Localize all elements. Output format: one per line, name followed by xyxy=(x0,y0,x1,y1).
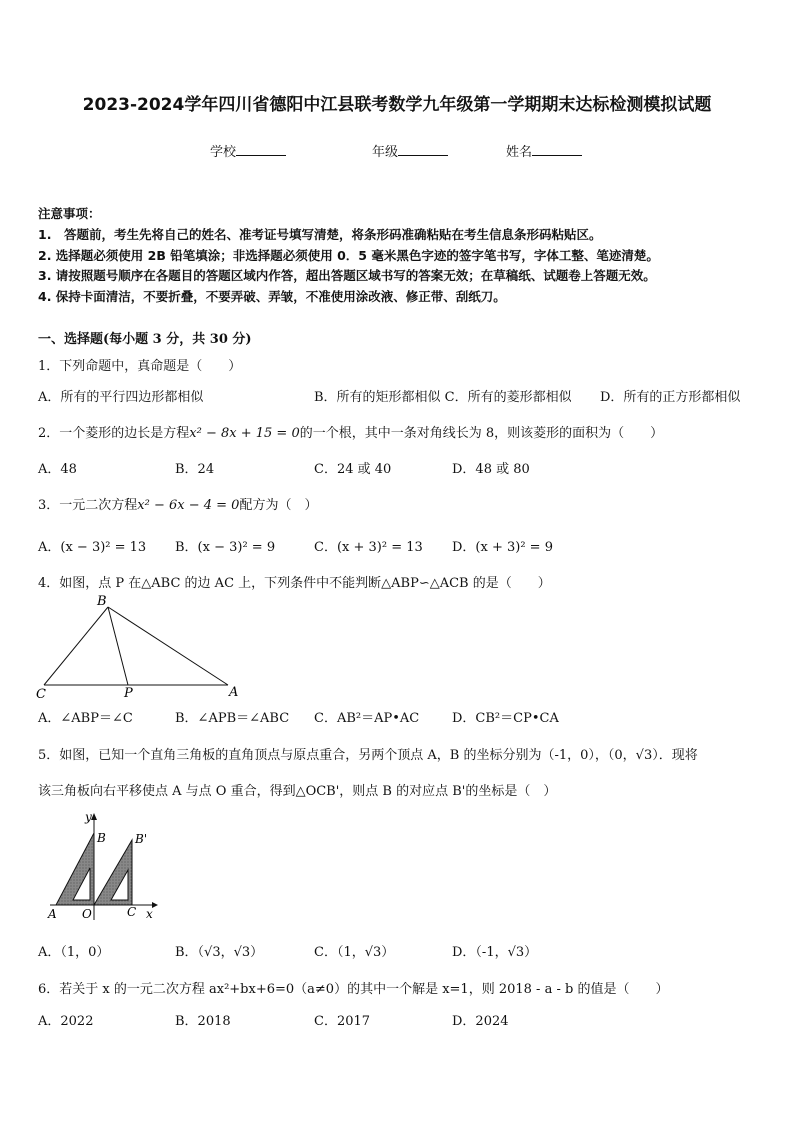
option-a[interactable]: A．(x − 3)² = 13 xyxy=(38,540,147,555)
label-o: O xyxy=(82,907,92,921)
label-x: x xyxy=(146,907,153,921)
side-cb xyxy=(44,607,108,685)
notice-heading: 注意事项： xyxy=(38,206,101,221)
triangle-aob xyxy=(56,833,94,905)
option-b[interactable]: B．(x − 3)² = 9 xyxy=(175,540,276,555)
question-stem-line: 该三角板向右平移使点 A 与点 O 重合，得到△OCB'，则点 B 的对应点 B'的坐标是（ ） xyxy=(38,784,557,799)
notice-item: 1. 答题前，考生先将自己的姓名、准考证号填写清楚，将条形码准确粘贴在考生信息条形码粘贴区。 xyxy=(38,227,602,242)
option-d[interactable]: D．（-1，√3） xyxy=(452,945,538,960)
question-stem xyxy=(38,422,663,441)
question-stem: 4．如图，点 P 在△ABC 的边 AC 上，下列条件中不能判断△ABP∽△ACB 的是（ ） xyxy=(38,576,551,591)
page-title: 2023-2024学年四川省德阳中江县联考数学九年级第一学期期末达标检测模拟试题 xyxy=(82,95,712,115)
option-a[interactable]: A．48 xyxy=(38,462,77,477)
label-c: C xyxy=(127,905,137,919)
label-y: y xyxy=(85,810,92,824)
side-ba xyxy=(108,607,228,685)
equation: x² − 6x − 4 = 0 xyxy=(137,498,240,513)
option-a[interactable]: A．所有的平行四边形都相似 xyxy=(38,390,204,405)
option-b[interactable]: B．2018 xyxy=(175,1014,231,1029)
option-b[interactable]: B．（√3，√3） xyxy=(175,945,264,960)
grade-field[interactable] xyxy=(372,141,448,160)
stem-text: 配方为（ ） xyxy=(239,498,318,513)
option-b[interactable]: B．24 xyxy=(175,462,215,477)
notice-item: 3. 请按照题号顺序在各题目的答题区域内作答，超出答题区域书写的答案无效；在草稿纸、试题卷上答题无效。 xyxy=(38,268,656,283)
school-field[interactable] xyxy=(210,141,286,160)
grade-label: 年级 xyxy=(372,145,399,160)
question-stem-line: 5．如图，已知一个直角三角板的直角顶点与原点重合，另两个顶点 A，B 的坐标分别为（-1，0），（0，√3）．现将 xyxy=(38,748,698,763)
question-stem: 6．若关于 x 的一元二次方程 ax²+bx+6=0（a≠0）的其中一个解是 x=1，则 2018 - a - b 的值是（ ） xyxy=(38,982,669,997)
option-c[interactable]: C．(x + 3)² = 13 xyxy=(314,540,423,555)
option-d[interactable]: D．2024 xyxy=(452,1014,509,1029)
option-c[interactable]: C．（1，√3） xyxy=(314,945,395,960)
stem-text: 2．一个菱形的边长是方程 xyxy=(38,426,190,441)
stem-text: 3．一元二次方程 xyxy=(38,498,138,513)
label-c: C xyxy=(36,687,46,702)
school-blank[interactable] xyxy=(236,144,286,156)
label-a: A xyxy=(48,907,57,921)
option-d[interactable]: D．所有的正方形都相似 xyxy=(600,390,741,405)
label-a: A xyxy=(229,685,239,700)
option-a[interactable]: A．∠ABP＝∠C xyxy=(38,711,133,726)
equation: x² − 8x + 15 = 0 xyxy=(189,426,300,441)
label-b-prime: B' xyxy=(135,832,148,846)
label-b: B xyxy=(97,831,106,845)
option-c[interactable]: C．AB²＝AP•AC xyxy=(314,711,420,726)
notice-item: 2. 选择题必须使用 2B 铅笔填涂；非选择题必须使用 0．5 毫米黑色字迹的签字笔书写，字体工整、笔迹清楚。 xyxy=(38,248,659,263)
triangle-ocb-prime xyxy=(94,840,132,905)
option-d[interactable]: D．(x + 3)² = 9 xyxy=(452,540,553,555)
triangle-figure xyxy=(30,592,260,702)
label-b: B xyxy=(97,594,107,609)
x-arrow-icon xyxy=(152,902,158,908)
option-b-c[interactable]: B．所有的矩形都相似 C．所有的菱形都相似 xyxy=(314,390,572,405)
option-a[interactable]: A．2022 xyxy=(38,1014,94,1029)
stem-text: 的一个根，其中一条对角线长为 8，则该菱形的面积为（ ） xyxy=(299,426,664,441)
y-arrow-icon xyxy=(91,813,97,820)
option-d[interactable]: D．48 或 80 xyxy=(452,462,530,477)
option-d[interactable]: D．CB²＝CP•CA xyxy=(452,711,559,726)
name-blank[interactable] xyxy=(532,144,582,156)
option-a[interactable]: A．（1，0） xyxy=(38,945,110,960)
option-c[interactable]: C．24 或 40 xyxy=(314,462,392,477)
school-label: 学校 xyxy=(210,145,237,160)
option-c[interactable]: C．2017 xyxy=(314,1014,371,1029)
label-p: P xyxy=(124,686,133,701)
question-stem: 1．下列命题中，真命题是（ ） xyxy=(38,359,242,374)
name-label: 姓名 xyxy=(506,145,533,160)
name-field[interactable] xyxy=(506,141,582,160)
segment-bp xyxy=(108,607,128,685)
coordinate-figure xyxy=(40,810,170,925)
section-heading: 一、选择题(每小题 3 分，共 30 分) xyxy=(38,332,252,347)
grade-blank[interactable] xyxy=(398,144,448,156)
question-stem xyxy=(38,494,317,513)
notice-item: 4. 保持卡面清洁，不要折叠，不要弄破、弄皱，不准使用涂改液、修正带、刮纸刀。 xyxy=(38,289,506,304)
option-b[interactable]: B．∠APB＝∠ABC xyxy=(175,711,290,726)
